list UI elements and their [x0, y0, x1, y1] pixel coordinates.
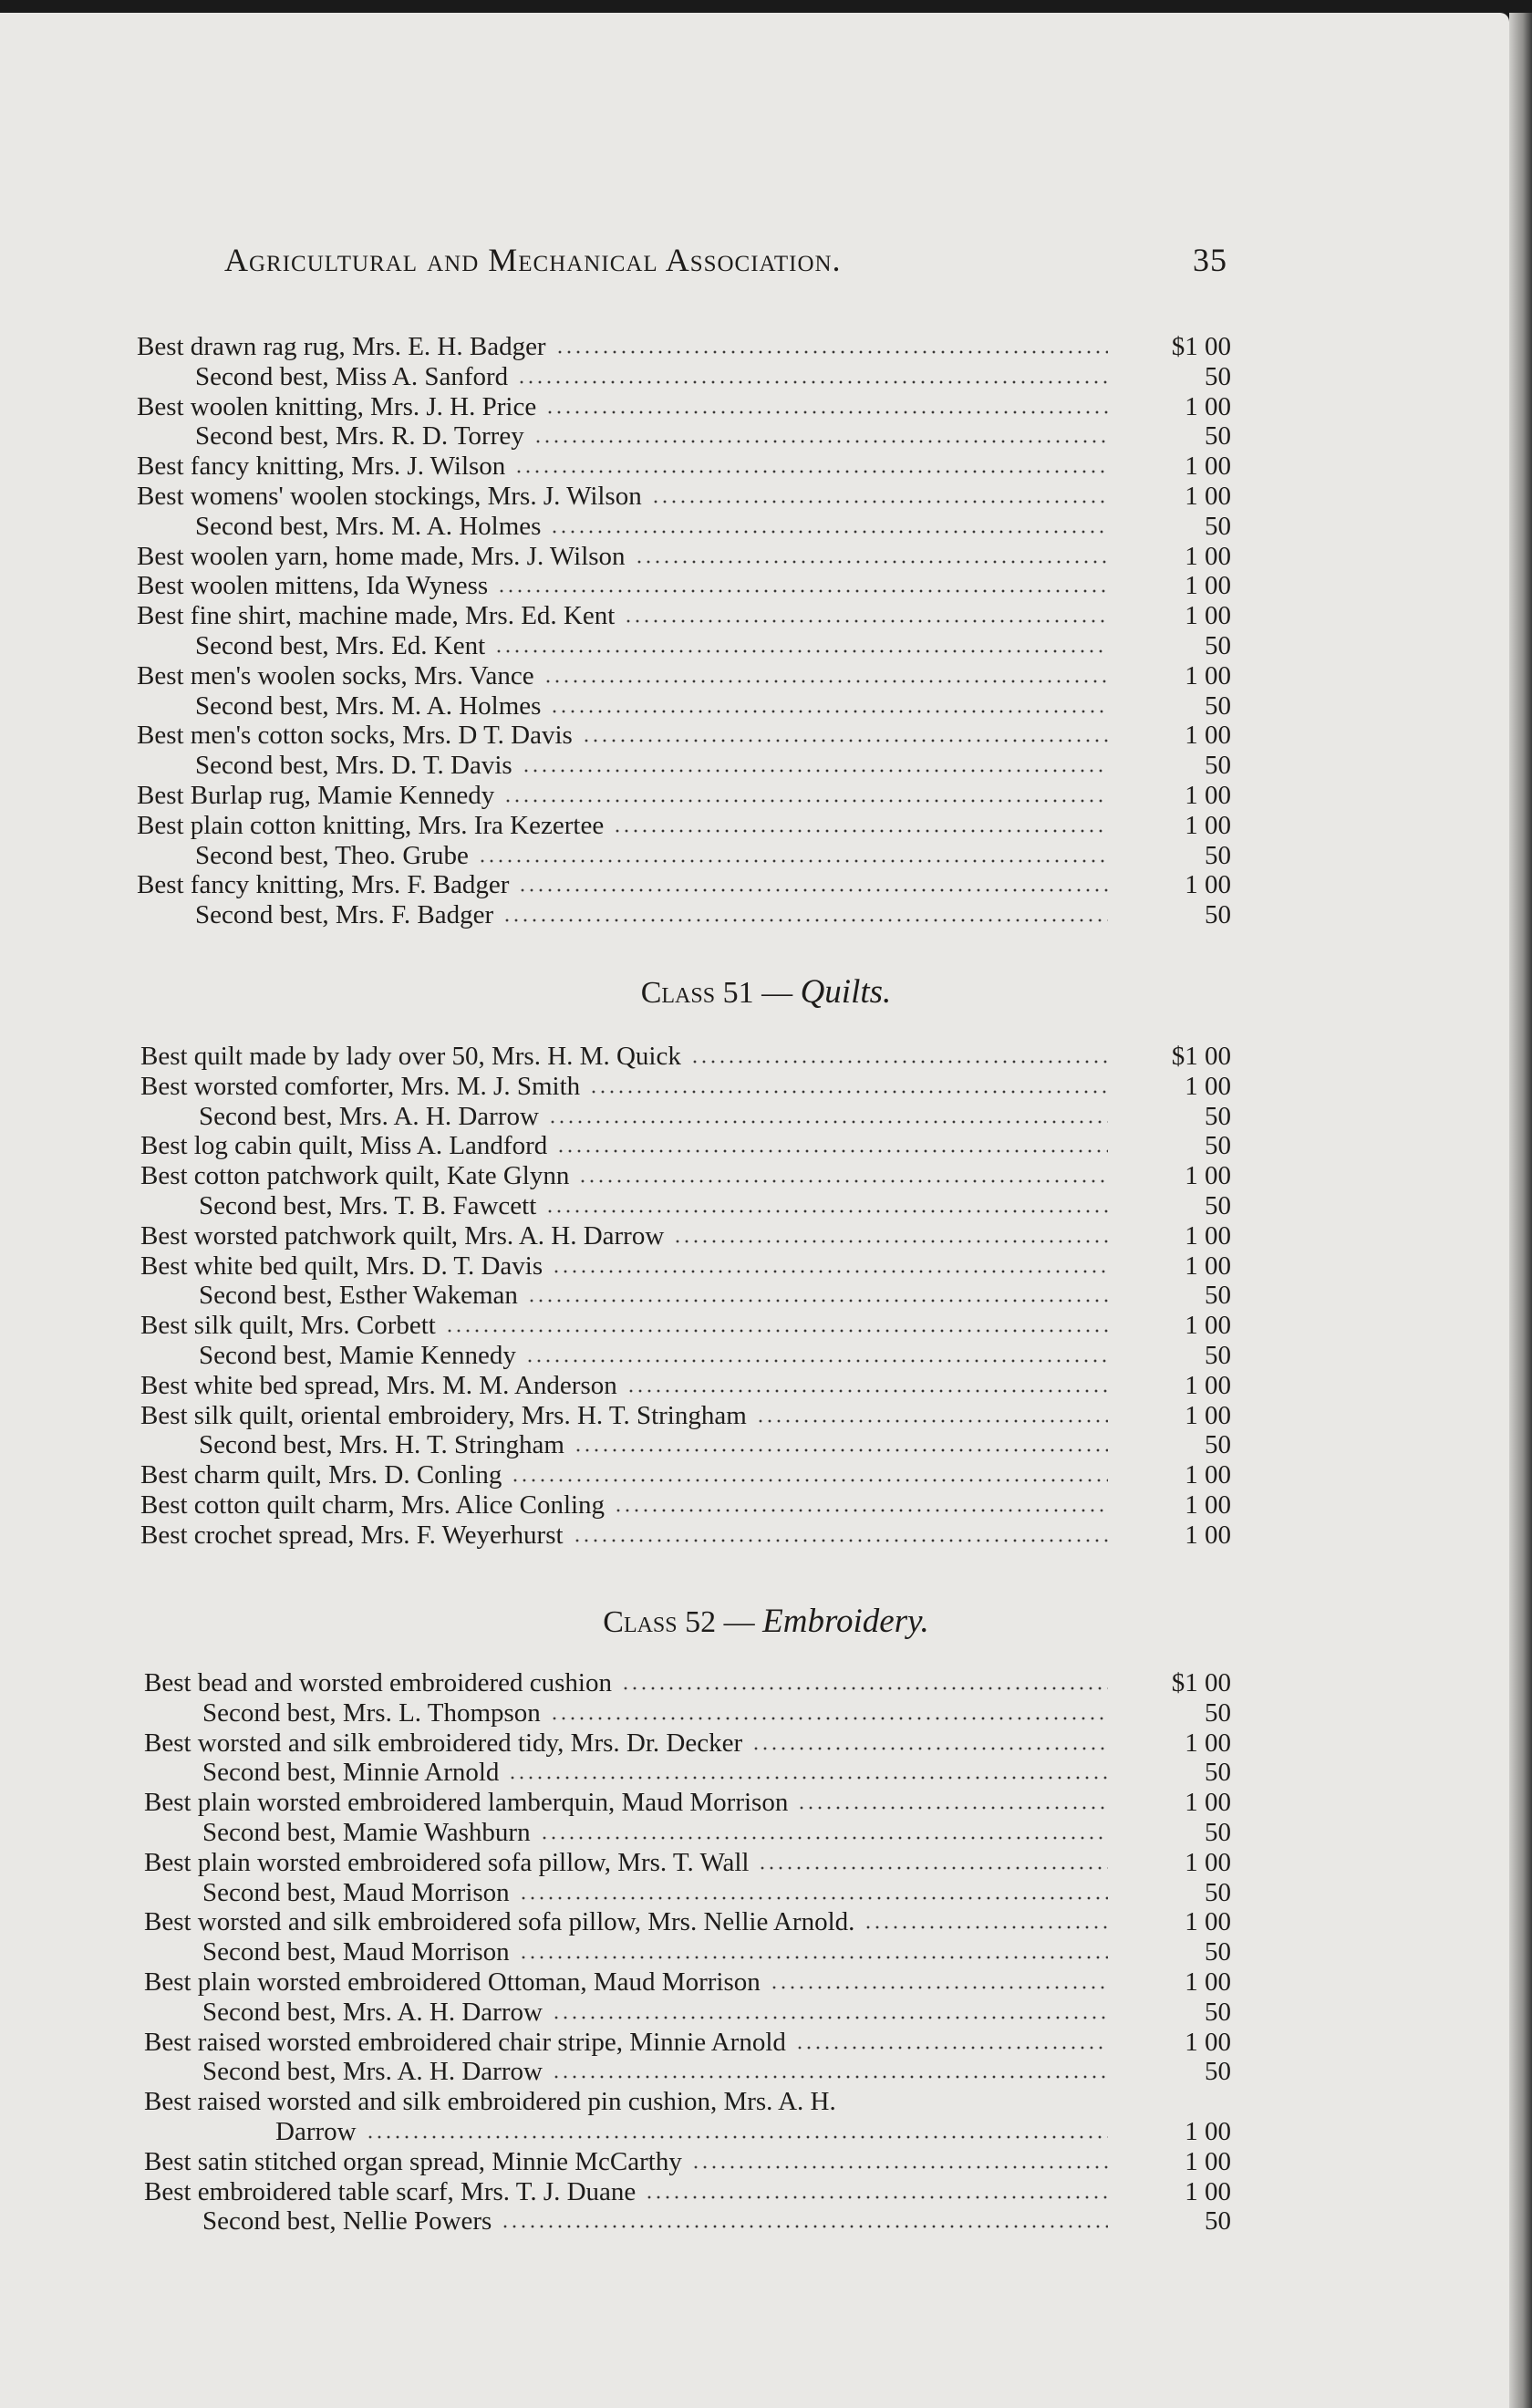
dot-leader: [651, 482, 1108, 511]
prize-amount: 1 00: [1185, 660, 1231, 690]
entry-text: Second best, Minnie Arnold: [202, 1758, 500, 1788]
prize-amount: 50: [1205, 421, 1231, 452]
award-entry: [202, 2206, 1231, 2236]
prize-amount: 50: [1205, 1131, 1231, 1161]
prize-amount: 1 00: [1185, 482, 1231, 511]
entry-text: Best embroidered table scarf, Mrs. T. J. Duane: [144, 2176, 637, 2206]
award-entry: [195, 631, 1231, 660]
prize-amount: 50: [1205, 1937, 1231, 1967]
dot-leader: [548, 1102, 1108, 1131]
dot-leader: [550, 512, 1108, 541]
entry-text: Best woolen knitting, Mrs. J. H. Price: [137, 391, 537, 421]
dot-leader: [552, 1251, 1108, 1281]
award-entry: [144, 1907, 1231, 1936]
dot-leader: [503, 781, 1108, 810]
entry-text: Best plain cotton knitting, Mrs. Ira Kezertee: [137, 810, 605, 840]
entry-text: Best white bed quilt, Mrs. D. T. Davis: [140, 1251, 543, 1281]
award-entry: [137, 721, 1231, 750]
prize-amount: $1 00: [1171, 1042, 1231, 1071]
entry-text: Best worsted comforter, Mrs. M. J. Smith: [140, 1071, 581, 1101]
dot-leader: [758, 1848, 1108, 1877]
class-label: Class 51 —: [640, 976, 793, 1010]
entry-text: Best worsted and silk embroidered sofa pillow, Mrs. Nellie Arnold.: [144, 1907, 855, 1937]
prize-amount: 1 00: [1185, 1071, 1231, 1101]
entry-text: Best white bed spread, Mrs. M. M. Anderson: [140, 1370, 617, 1400]
dot-leader: [511, 1460, 1108, 1489]
running-head-title: Agricultural and Mechanical Association.: [224, 242, 842, 278]
prize-amount: 1 00: [1185, 1311, 1231, 1341]
prize-amount: 1 00: [1185, 1520, 1231, 1550]
prize-amount: 1 00: [1185, 721, 1231, 751]
entry-text: Darrow: [275, 2117, 357, 2146]
prize-amount: 1 00: [1185, 1490, 1231, 1520]
dot-leader: [522, 751, 1108, 780]
entry-text: Second best, Mrs. M. A. Holmes: [195, 690, 542, 721]
prize-amount: 1 00: [1185, 810, 1231, 840]
award-entry: [137, 601, 1231, 630]
dot-leader: [533, 421, 1108, 451]
entry-text: Second best, Mrs. A. H. Darrow: [199, 1101, 539, 1131]
award-entry: [137, 781, 1231, 810]
prize-amount: 50: [1205, 511, 1231, 541]
award-entry: [275, 2117, 1231, 2146]
prize-amount: $1 00: [1171, 332, 1231, 361]
award-entry: [195, 421, 1231, 451]
entry-text: Best plain worsted embroidered Ottoman, Maud Morrison: [144, 1967, 761, 1997]
dot-leader: [552, 2057, 1108, 2086]
dot-leader: [518, 870, 1108, 899]
entry-text: Second best, Mrs. A. H. Darrow: [202, 2057, 543, 2087]
dot-leader: [525, 1341, 1108, 1370]
dot-leader: [556, 1131, 1108, 1160]
entry-text: Second best, Mrs. L. Thompson: [202, 1697, 541, 1728]
prize-amount: 1 00: [1185, 1847, 1231, 1877]
prize-amount: 50: [1205, 2206, 1231, 2237]
dot-leader: [691, 2147, 1108, 2176]
award-entry: [140, 1460, 1231, 1489]
prize-amount: 1 00: [1185, 1220, 1231, 1251]
entry-text: Best men's woolen socks, Mrs. Vance: [137, 660, 534, 690]
entry-text: Second best, Mamie Washburn: [202, 1818, 531, 1847]
award-entry: [140, 1072, 1231, 1101]
dot-leader: [770, 1967, 1108, 1997]
prize-amount: 50: [1205, 1697, 1231, 1728]
class-heading: [0, 1602, 1509, 1642]
prize-amount: 1 00: [1185, 2176, 1231, 2206]
award-entry: [140, 1161, 1231, 1190]
entry-text: Best bead and worsted embroidered cushion: [144, 1668, 612, 1697]
award-entry: [199, 1191, 1231, 1220]
prize-amount: 50: [1205, 1818, 1231, 1847]
entry-text: Best men's cotton socks, Mrs. D T. Davis: [137, 721, 573, 751]
prize-amount: 1 00: [1185, 1161, 1231, 1191]
page-edge-shadow: [1509, 13, 1532, 2408]
dot-leader: [582, 721, 1108, 750]
prize-amount: 50: [1205, 1877, 1231, 1907]
entry-text: Best woolen mittens, Ida Wyness: [137, 571, 489, 601]
award-entry: [137, 811, 1231, 840]
book-page: [0, 13, 1509, 2408]
entry-text: Second best, Mamie Kennedy: [199, 1341, 516, 1370]
dot-leader: [497, 571, 1108, 600]
award-entry: [144, 1967, 1231, 1997]
dot-leader: [545, 392, 1108, 421]
dot-leader: [501, 2206, 1108, 2236]
prize-amount: 1 00: [1185, 1907, 1231, 1937]
entry-text: Second best, Mrs. F. Badger: [195, 900, 494, 930]
running-head: [224, 241, 1227, 281]
prize-amount: 50: [1205, 1758, 1231, 1788]
class-heading: [0, 972, 1509, 1012]
award-entry: [195, 512, 1231, 541]
award-entry: [202, 1698, 1231, 1728]
dot-leader: [573, 1521, 1108, 1550]
dot-leader: [517, 362, 1108, 391]
entry-text: Best silk quilt, oriental embroidery, Mrs. H. T. Stringham: [140, 1400, 747, 1430]
award-entry: [202, 1937, 1231, 1967]
dot-leader: [502, 900, 1108, 929]
entry-text: Best satin stitched organ spread, Minnie McCarthy: [144, 2146, 682, 2176]
entry-text: Second best, Maud Morrison: [202, 1877, 510, 1907]
dot-leader: [519, 1937, 1108, 1967]
dot-leader: [756, 1401, 1108, 1430]
dot-leader: [494, 631, 1108, 660]
entry-text: Second best, Esther Wakeman: [199, 1281, 518, 1311]
award-entry: [137, 332, 1231, 361]
entry-text: Second best, Nellie Powers: [202, 2206, 492, 2237]
award-entry: [140, 1251, 1231, 1281]
award-entry: [195, 691, 1231, 721]
prize-amount: 50: [1205, 1191, 1231, 1220]
dot-leader: [626, 1371, 1108, 1400]
entry-text: Second best, Miss A. Sanford: [195, 361, 509, 391]
dot-leader: [613, 811, 1108, 840]
prize-amount: 1 00: [1185, 781, 1231, 810]
dot-leader: [635, 542, 1108, 571]
award-entry: [202, 2057, 1231, 2086]
award-entry: [202, 1758, 1231, 1787]
award-entry: [199, 1102, 1231, 1131]
prize-amount: 1 00: [1185, 601, 1231, 631]
award-entry: [199, 1281, 1231, 1310]
award-entry: [202, 1878, 1231, 1907]
entry-text: Best Burlap rug, Mamie Kennedy: [137, 781, 495, 810]
entry-text: Best crochet spread, Mrs. F. Weyerhurst: [140, 1520, 564, 1550]
class-name: Quilts.: [800, 973, 892, 1011]
prize-amount: 50: [1205, 361, 1231, 391]
entry-text: Best cotton quilt charm, Mrs. Alice Conling: [140, 1490, 606, 1520]
award-entry: [144, 1788, 1231, 1817]
award-entry: [140, 1490, 1231, 1520]
dot-leader: [550, 691, 1108, 721]
entry-text: Best log cabin quilt, Miss A. Landford: [140, 1131, 548, 1161]
dot-leader: [445, 1311, 1108, 1340]
dot-leader: [624, 601, 1108, 630]
dot-leader: [645, 2177, 1108, 2206]
prize-amount: 50: [1205, 900, 1231, 930]
entry-text: Best plain worsted embroidered lamberquin, Maud Morrison: [144, 1788, 789, 1818]
entry-text: Second best, Mrs. Ed. Kent: [195, 631, 486, 660]
prize-amount: 50: [1205, 1101, 1231, 1131]
dot-leader: [751, 1728, 1108, 1758]
prize-amount: 1 00: [1185, 2146, 1231, 2176]
entry-text: Best fancy knitting, Mrs. J. Wilson: [137, 452, 506, 482]
entry-text: Best fancy knitting, Mrs. F. Badger: [137, 870, 510, 900]
dot-leader: [574, 1430, 1108, 1459]
prize-amount: 1 00: [1185, 452, 1231, 482]
award-entry: [144, 2177, 1231, 2206]
award-entry: [137, 392, 1231, 421]
award-entry: [140, 1042, 1231, 1071]
prize-amount: 1 00: [1185, 2117, 1231, 2146]
dot-leader: [514, 452, 1108, 481]
prize-amount: 50: [1205, 690, 1231, 721]
award-entry: [202, 1998, 1231, 2027]
prize-amount: 1 00: [1185, 541, 1231, 571]
entry-text: Best fine shirt, machine made, Mrs. Ed. Kent: [137, 601, 616, 631]
award-entry: [144, 2147, 1231, 2176]
award-entry: [140, 1371, 1231, 1400]
dot-leader: [555, 332, 1108, 361]
award-entry: [140, 1131, 1231, 1160]
award-entry: [144, 2087, 1231, 2116]
award-entry: [195, 900, 1231, 929]
prize-amount: 1 00: [1185, 2027, 1231, 2057]
dot-leader: [621, 1668, 1108, 1697]
dot-leader: [478, 841, 1108, 870]
entry-text: Best womens' woolen stockings, Mrs. J. Wilson: [137, 482, 642, 511]
award-entry: [140, 1221, 1231, 1251]
dot-leader: [519, 1878, 1108, 1907]
award-entry: [195, 362, 1231, 391]
entry-text: Best charm quilt, Mrs. D. Conling: [140, 1460, 502, 1490]
award-entry: [137, 661, 1231, 690]
dot-leader: [552, 1998, 1108, 2027]
entry-text: Best worsted patchwork quilt, Mrs. A. H. Darrow: [140, 1220, 665, 1251]
award-entry: [199, 1341, 1231, 1370]
award-entry: [144, 1668, 1231, 1697]
award-entry: [140, 1401, 1231, 1430]
award-entry: [137, 571, 1231, 600]
class-label: Class 52 —: [603, 1605, 755, 1639]
dot-leader: [366, 2117, 1108, 2146]
prize-amount: 50: [1205, 1430, 1231, 1460]
prize-amount: 1 00: [1185, 1967, 1231, 1997]
dot-leader: [527, 1281, 1108, 1310]
dot-leader: [614, 1490, 1108, 1520]
class-name: Embroidery.: [762, 1603, 929, 1640]
award-entry: [137, 452, 1231, 481]
prize-amount: 1 00: [1185, 1788, 1231, 1818]
dot-leader: [690, 1042, 1108, 1071]
prize-amount: 50: [1205, 840, 1231, 870]
award-entry: [195, 841, 1231, 870]
entry-text: Best cotton patchwork quilt, Kate Glynn: [140, 1161, 570, 1191]
entry-text: Second best, Mrs. T. B. Fawcett: [199, 1191, 537, 1220]
dot-leader: [543, 661, 1108, 690]
dot-leader: [864, 1907, 1108, 1936]
entry-text: Best raised worsted and silk embroidered pin cushion, Mrs. A. H.: [144, 2087, 836, 2117]
entry-text: Second best, Maud Morrison: [202, 1937, 510, 1967]
award-entry: [137, 482, 1231, 511]
dot-leader: [550, 1698, 1108, 1728]
prize-amount: 50: [1205, 631, 1231, 660]
dot-leader: [797, 1788, 1108, 1817]
award-entry: [140, 1311, 1231, 1340]
prize-amount: 50: [1205, 1997, 1231, 2027]
dot-leader: [545, 1191, 1108, 1220]
dot-leader: [540, 1818, 1108, 1847]
prize-amount: 1 00: [1185, 1460, 1231, 1490]
dot-leader: [673, 1221, 1108, 1251]
entry-text: Second best, Mrs. A. H. Darrow: [202, 1997, 543, 2027]
award-entry: [199, 1430, 1231, 1459]
entry-text: Second best, Theo. Grube: [195, 840, 469, 870]
dot-leader: [578, 1161, 1108, 1190]
award-entry: [195, 751, 1231, 780]
entry-text: Second best, Mrs. H. T. Stringham: [199, 1430, 564, 1460]
award-entry: [137, 870, 1231, 899]
prize-amount: 1 00: [1185, 1370, 1231, 1400]
prize-amount: 1 00: [1185, 571, 1231, 601]
prize-amount: 1 00: [1185, 870, 1231, 900]
prize-amount: 50: [1205, 2057, 1231, 2087]
entry-text: Best silk quilt, Mrs. Corbett: [140, 1311, 436, 1341]
award-entry: [140, 1521, 1231, 1550]
entry-text: Best quilt made by lady over 50, Mrs. H. M. Quick: [140, 1042, 681, 1071]
entry-text: Second best, Mrs. D. T. Davis: [195, 751, 512, 781]
award-entry: [144, 2028, 1231, 2057]
entry-text: Best raised worsted embroidered chair stripe, Minnie Arnold: [144, 2027, 786, 2057]
entry-text: Best drawn rag rug, Mrs. E. H. Badger: [137, 332, 546, 361]
prize-amount: 1 00: [1185, 1400, 1231, 1430]
entry-text: Best woolen yarn, home made, Mrs. J. Wilson: [137, 541, 626, 571]
award-entry: [137, 542, 1231, 571]
award-entry: [202, 1818, 1231, 1847]
entry-text: Second best, Mrs. M. A. Holmes: [195, 511, 542, 541]
entry-text: Best plain worsted embroidered sofa pillow, Mrs. T. Wall: [144, 1847, 750, 1877]
dot-leader: [589, 1072, 1108, 1101]
page-number: 35: [1193, 242, 1227, 278]
dot-leader: [795, 2028, 1108, 2057]
prize-amount: $1 00: [1171, 1668, 1231, 1697]
award-entry: [144, 1848, 1231, 1877]
prize-amount: 1 00: [1185, 391, 1231, 421]
prize-amount: 1 00: [1185, 1728, 1231, 1758]
entry-text: Second best, Mrs. R. D. Torrey: [195, 421, 524, 452]
dot-leader: [508, 1758, 1108, 1787]
entry-text: Best worsted and silk embroidered tidy, Mrs. Dr. Decker: [144, 1728, 743, 1758]
award-entry: [144, 1728, 1231, 1758]
prize-amount: 50: [1205, 751, 1231, 781]
prize-amount: 50: [1205, 1281, 1231, 1311]
prize-amount: 50: [1205, 1341, 1231, 1370]
prize-amount: 1 00: [1185, 1251, 1231, 1281]
